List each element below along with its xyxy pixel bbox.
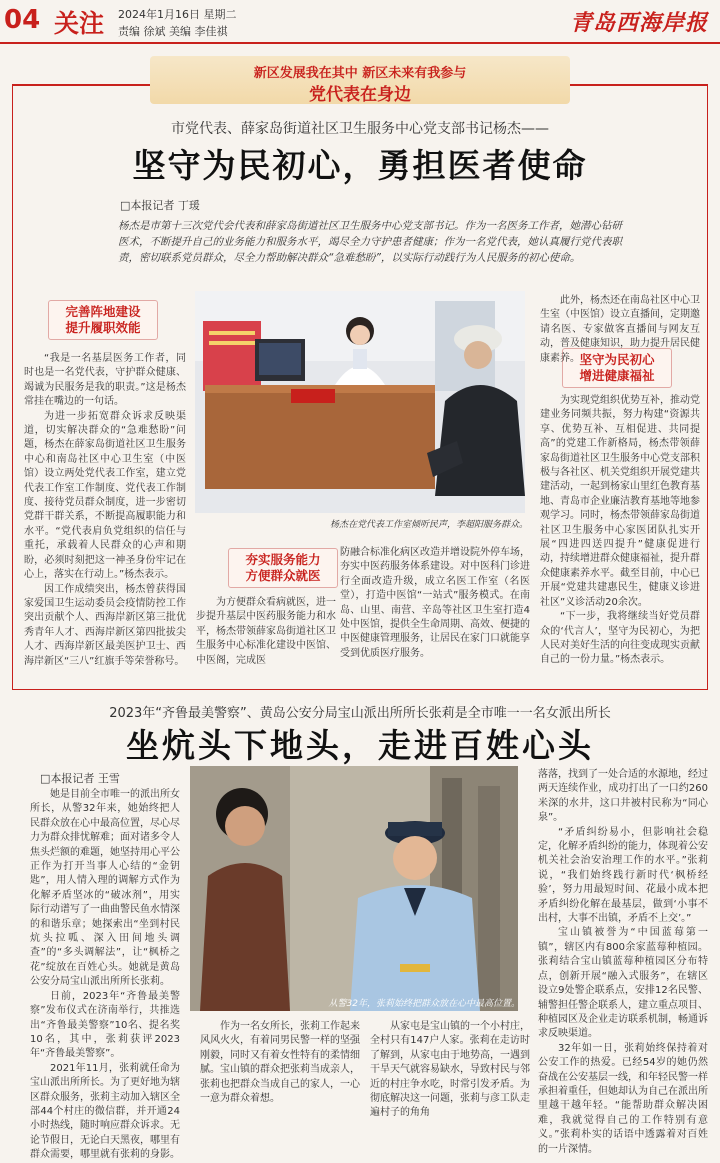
paragraph: 防融合标准化病区改造并增设院外停车场，夯实中医药服务体系建设。对中医科门诊进行全面改造升级，成立名医工作室（名医堂），打造中医馆“一站式”服务模式。在南岛、山里、南营、辛岛等社区卫生室打造4处中医馆，提供全生命周期、高效、便捷的中医健康管理服务，让居民在家门口就能享受到优质医疗服务。: [340, 547, 530, 659]
paragraph: “我是一名基层医务工作者，同时也是一名党代表，守护群众健康、竭诚为民服务是我的职责。”这是杨杰常挂在嘴边的一句话。: [24, 353, 186, 408]
paragraph: 从家屯是宝山镇的一个小村庄，全村只有147户人家。张莉在走访时了解到，从家屯由于地势高，一遇到干旱天气就容易缺水，导致村民与邻近的村庄争水吃，时常引发矛盾。为彻底解决这一问题，张莉与彦工队走遍村子的角角: [370, 1021, 530, 1119]
paragraph: 日前，2023年“齐鲁最美警察”发布仪式在济南举行，共推选出“齐鲁最美警察”10名、提名奖10名，其中，张莉获评2023年“齐鲁最美警察”。: [30, 990, 180, 1060]
paper-logo: 青岛西海岸报: [569, 10, 708, 36]
page-number: 04: [4, 5, 41, 35]
banner-title: 党代表在身边: [309, 85, 411, 105]
frame-top-left: [12, 84, 150, 86]
subhead-2: [228, 552, 338, 584]
article2-headline: 坐炕头下地头，走进百姓心头: [126, 726, 594, 765]
article1-kicker: 市党代表、薛家岛街道社区卫生服务中心党支部书记杨杰——: [171, 121, 549, 137]
paragraph: 此外，杨杰还在南岛社区中心卫生室（中医馆）设立直播间，定期邀请名医、专家做客直播间与网友互动，普及健康知识，助力提升居民健康素养。: [540, 295, 700, 364]
paragraph: 宝山镇被誉为“中国蓝莓第一镇”，辖区内有800余家蓝莓种植园。张莉结合宝山镇蓝莓种植园区分布特点，创新开展“融入式服务”，在辖区设立9处警企联系点，安排12名民警、辅警担任警企联系人，建立重点项目、种植园区及企业走访联系机制，畅通诉求反映渠道。: [538, 927, 708, 1040]
paragraph: 为进一步拓宽群众诉求反映渠道，切实解决群众的“急难愁盼”问题，杨杰在薛家岛街道社区卫生服务中心和南岛社区中心卫生室（中医馆）设立两处党代表工作室，建立党代表工作室工作制度、党代表工作制度、接待党员群众制度，进一步密切党群干群关系，不断提高履职能力和水平。“党代表肩负党组织的信任与重托，承载着人民群众的心声和期盼，必须时刻把这一神圣身份牢记在心上，落实在行动上。”杨杰表示。: [24, 410, 186, 581]
article2-photo-caption: 从警32年，张莉始终把群众放在心中最高位置。: [328, 999, 520, 1009]
paragraph: 她是目前全市唯一的派出所女所长，从警32年来，她始终把人民群众放在心中最高位置，尽心尽力为群众排忧解难；面对诸多令人焦头烂额的难题，她坚持用心平公正作为打开当事人心结的“金钥匙”，用人情入理的调解方式作为化解矛盾坚冰的“破冰剂”，用实际行动谱写了一曲曲警民鱼水情深的和谐乐章；她探索出“坐到村民炕头拉呱、深入田间地头调查”的“多头调解法”，让“枫桥之花”绽放在百姓心头。她就是黄岛公安分局宝山派出所所长张莉。: [30, 789, 180, 988]
subhead-1: [48, 304, 158, 336]
paragraph: “矛盾纠纷易小，但影响社会稳定，化解矛盾纠纷的能力，体现着公安机关社会治安治理工作的水平。”张莉说，“我们始终践行新时代‘枫桥经验’，努力用最短时间、花最小成本把矛盾纠纷化解在最基层，做到‘小事不出村，大事不出镇，矛盾不上交’。”: [538, 826, 708, 925]
article2-column-2: [200, 1020, 360, 1105]
article1-byline: □本报记者 丁瑗: [120, 199, 200, 212]
banner-slogan: 新区发展我在其中 新区未来有我参与: [253, 66, 467, 81]
article2-column-3: [370, 1020, 530, 1119]
subhead-2-line2: 方便群众就医: [245, 568, 321, 583]
editor-credits: 责编 徐斌 美编 李佳祺: [118, 25, 228, 38]
article2-column-1: [30, 788, 180, 1161]
section-title: 关注: [54, 9, 105, 38]
article1-photo: [195, 291, 525, 513]
paragraph: 因工作成绩突出，杨杰曾获得国家爱国卫生运动委员会疫情防控工作突出贡献个人、西海岸新区第三批优秀青年人才、西海岸新区第四批拔尖人才、西海岸新区最美医护卫士、西海岸新区“三八”红旗手等荣誉称号。: [24, 583, 186, 667]
article2-photo: [190, 766, 518, 1011]
clinic-scene-image: [195, 291, 525, 513]
article1-column-2: [196, 596, 336, 684]
paragraph: 落落，找到了一处合适的水源地，经过两天连续作业，成功打出了一口约260米深的水井，这口井被村民称为“同心泉”。: [538, 769, 708, 824]
subhead-1-line1: 完善阵地建设: [65, 304, 141, 319]
paragraph: 为方便群众看病就医，进一步提升基层中医药服务能力和水平，杨杰带领薛家岛街道社区卫生服务中心标准化建设中医馆、中医阁，完成医: [196, 597, 336, 666]
article1-lead: 杨杰是市第十三次党代会代表和薛家岛街道社区卫生服务中心党支部书记。作为一名医务工作者，她潜心钻研医术，不断提升自己的业务能力和服务水平，竭尽全力守护患者健康；作为一名党代表，她认真履行党代表职责，密切联系党员群众，尽全力帮助解决群众“急难愁盼”，以实际行动践行为人民服务的初心使命。: [118, 220, 622, 264]
paragraph: 为实现党组织优势互补，推动党建业务同频共振，努力构建“资源共享、优势互补、互相促进、共同提高”的党建工作新格局，杨杰带领薛家岛街道社区卫生服务中心党支部积极与各社区、机关党组织开展党建共建活动，一起到杨家山里红色教育基地、青岛市企业廉洁教育基地等地参观学习。同时，杨杰带领薛家岛街道社区卫生服务中心家医团队扎实开展“四进四送四提升”健康促进行动，持续增进群众健康福祉，提升群众健康素养水平。截至目前，中心已开展“党建共建惠民生，健康义诊进社区”义诊活动20余次。: [540, 395, 700, 608]
feature-banner: [150, 56, 570, 104]
subhead-3-line1: 坚守为民初心: [579, 352, 655, 367]
article1-column-3: [340, 546, 530, 684]
subhead-1-line2: 提升履职效能: [65, 320, 141, 335]
frame-top-right: [570, 84, 708, 86]
paragraph: 32年如一日，张莉始终保持着对公安工作的热爱。已经54岁的她仍然奋战在公安基层一线，和年轻民警一样承担着重任，但她却认为自己在派出所里越干越年轻。“能帮助群众解决困难，我就觉得自己的工作特别有意义。”张莉朴实的话语中透露着对百姓的一片深情。: [538, 1042, 708, 1155]
article1-column-1: [24, 352, 186, 682]
article2-kicker: 2023年“齐鲁最美警察”、黄岛公安分局宝山派出所所长张莉是全市唯一一名女派出所长: [109, 706, 611, 721]
paragraph: “下一步，我将继续当好党员群众的‘代言人’，坚守为民初心，为把人民对美好生活的向往变成现实贡献自己的一份力量。”杨杰表示。: [540, 611, 700, 666]
paragraph: 2021年11月，张莉就任命为宝山派出所所长。为了更好地为辖区群众服务，张莉主动加入辖区全部44个村庄的微信群，并开通24小时热线，随时响应群众诉求。无论节假日，无论白天黑夜，哪里有群众需要，哪里就有张莉的身影。: [30, 1062, 180, 1161]
article1-photo-caption: 杨杰在党代表工作室倾听民声，李超阳服务群众。: [329, 520, 528, 530]
paragraph: 作为一名女所长，张莉工作起来风风火火，有着同男民警一样的坚强刚毅，同时又有着女性特有的柔情细腻。宝山镇的群众把张莉当成亲人，张莉也把群众当成自己的家人，一心一意为群众着想。: [200, 1021, 360, 1105]
article1-headline: 坚守为民初心，勇担医者使命: [132, 146, 588, 185]
article1-column-4b: [540, 394, 700, 684]
subhead-3-line2: 增进健康福祉: [579, 368, 655, 383]
article2-column-4: [538, 768, 708, 1155]
masthead: [0, 0, 720, 44]
subhead-2-line1: 夯实服务能力: [245, 552, 321, 567]
police-officer-image: [190, 766, 518, 1011]
issue-date: 2024年1月16日 星期二: [118, 8, 237, 21]
article2-byline: □本报记者 王雪: [40, 772, 120, 785]
